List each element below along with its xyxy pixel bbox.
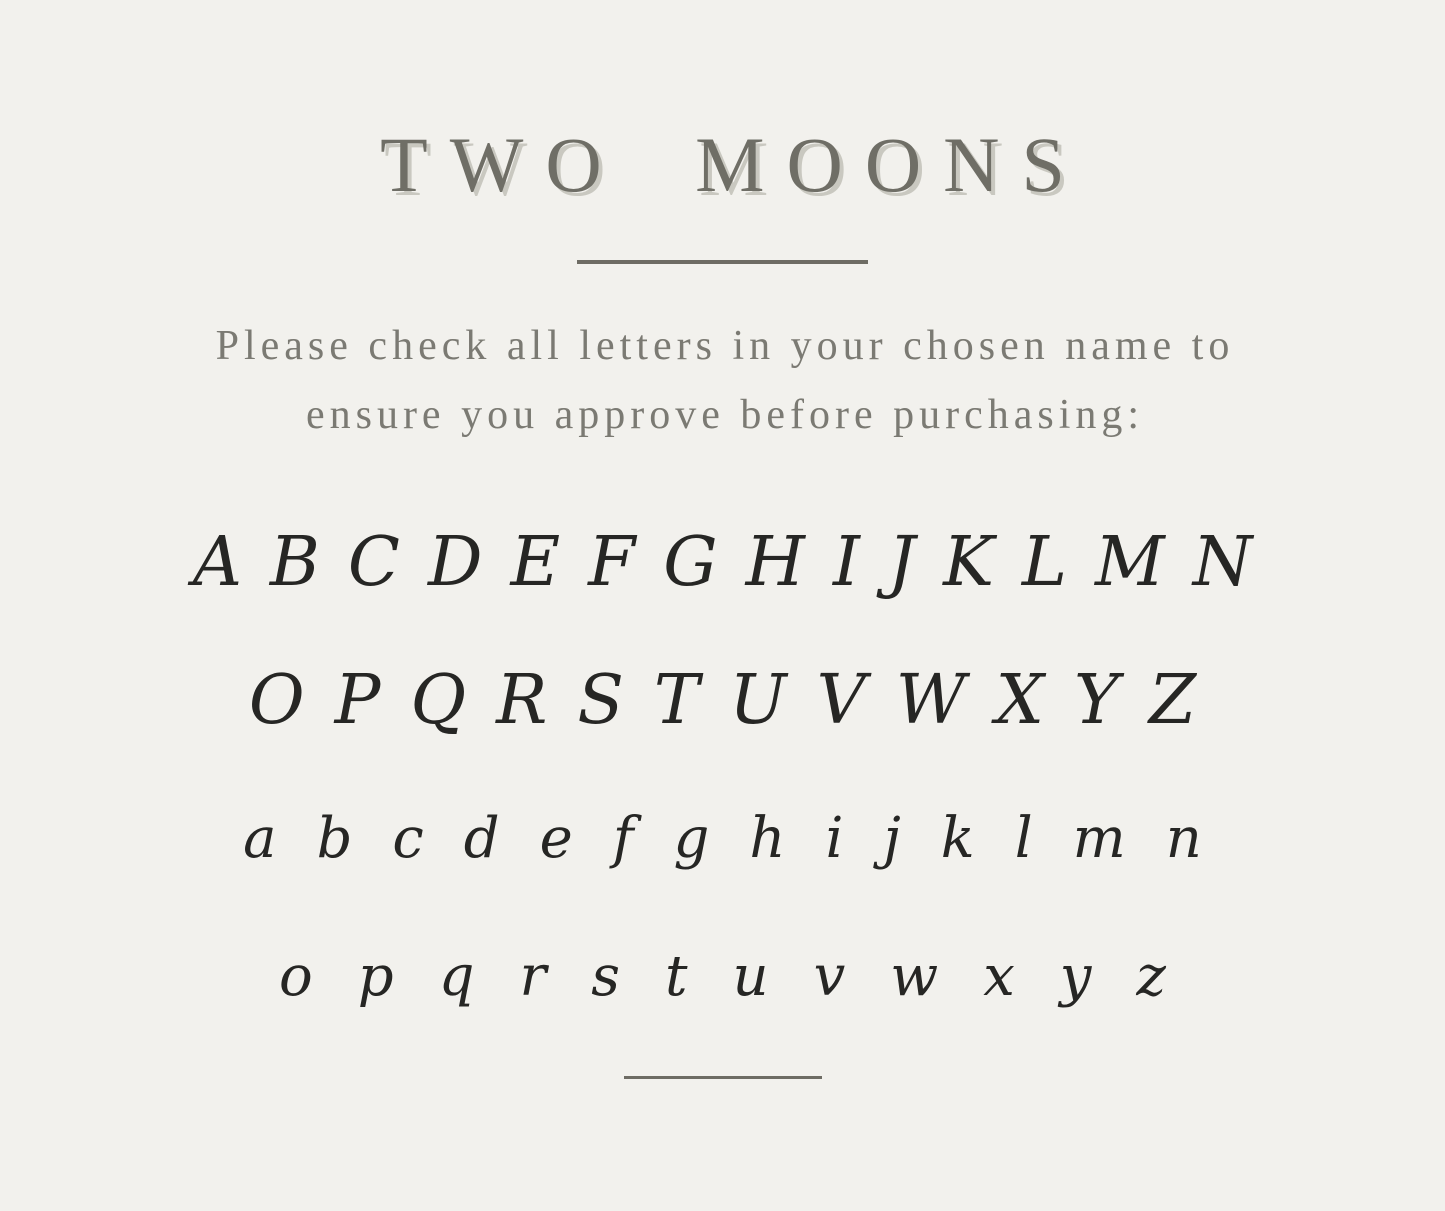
alphabet-letter: U: [729, 661, 787, 741]
alphabet-letter: e: [539, 806, 573, 872]
title-underline-divider: [577, 260, 868, 264]
alphabet-letter: N: [1192, 523, 1253, 603]
alphabet-letter: M: [1095, 523, 1165, 603]
alphabet-letter: f: [612, 806, 634, 872]
alphabet-letter: E: [510, 523, 561, 603]
alphabet-letter: A: [192, 523, 242, 603]
alphabet-letter: b: [316, 806, 353, 872]
alphabet-letter: O: [248, 661, 305, 741]
alphabet-letter: W: [895, 661, 966, 741]
alphabet-letter: R: [496, 661, 548, 741]
alphabet-letter: G: [663, 523, 718, 603]
alphabet-letter: o: [279, 944, 313, 1010]
alphabet-letter: K: [943, 523, 994, 603]
alphabet-letter: j: [883, 806, 901, 872]
alphabet-letter: r: [519, 944, 547, 1010]
alphabet-letter: Q: [410, 661, 467, 741]
alphabet-letter: t: [665, 944, 688, 1010]
alphabet-letter: a: [243, 806, 277, 872]
alphabet-letter: y: [1059, 944, 1092, 1010]
alphabet-letter: w: [890, 944, 939, 1010]
alphabet-letter: g: [673, 806, 710, 872]
alphabet-letter: X: [995, 661, 1045, 741]
alphabet-letter: S: [577, 661, 624, 741]
alphabet-letter: F: [588, 523, 636, 603]
alphabet-letter: P: [334, 661, 381, 741]
alphabet-specimen: [0, 494, 1445, 1046]
alphabet-letter: T: [653, 661, 700, 741]
alphabet-letter: H: [745, 523, 805, 603]
alphabet-letter: Y: [1074, 661, 1119, 741]
alphabet-letter: m: [1072, 806, 1126, 872]
alphabet-letter: C: [347, 523, 400, 603]
alphabet-letter: c: [392, 806, 424, 872]
uppercase-row-1: [0, 494, 1445, 632]
alphabet-letter: k: [940, 806, 975, 872]
page-title: TWO MOONS: [380, 121, 1087, 209]
alphabet-letter: p: [357, 944, 394, 1010]
alphabet-letter: J: [887, 523, 916, 603]
alphabet-letter: d: [463, 806, 500, 872]
bottom-divider: [624, 1076, 822, 1079]
lowercase-row-2: [0, 908, 1445, 1046]
lowercase-row-1: [0, 770, 1445, 908]
instruction-text: [0, 312, 1445, 450]
alphabet-letter: Z: [1148, 661, 1197, 741]
alphabet-letter: x: [983, 944, 1015, 1010]
alphabet-letter: D: [427, 523, 483, 603]
alphabet-letter: i: [825, 806, 844, 872]
alphabet-letter: z: [1136, 944, 1166, 1010]
alphabet-letter: s: [591, 944, 621, 1010]
alphabet-letter: u: [732, 944, 769, 1010]
alphabet-letter: l: [1014, 806, 1033, 872]
alphabet-letter: v: [813, 944, 846, 1010]
instruction-line-1: Please check all letters in your chosen name to: [215, 323, 1235, 370]
alphabet-letter: h: [749, 806, 786, 872]
alphabet-letter: V: [816, 661, 866, 741]
alphabet-letter: L: [1021, 523, 1068, 603]
instruction-line-2: ensure you approve before purchasing:: [305, 392, 1145, 439]
uppercase-row-2: [0, 632, 1445, 770]
alphabet-letter: q: [438, 944, 475, 1010]
alphabet-letter: n: [1165, 806, 1202, 872]
alphabet-letter: I: [832, 523, 860, 603]
alphabet-letter: B: [269, 523, 320, 603]
